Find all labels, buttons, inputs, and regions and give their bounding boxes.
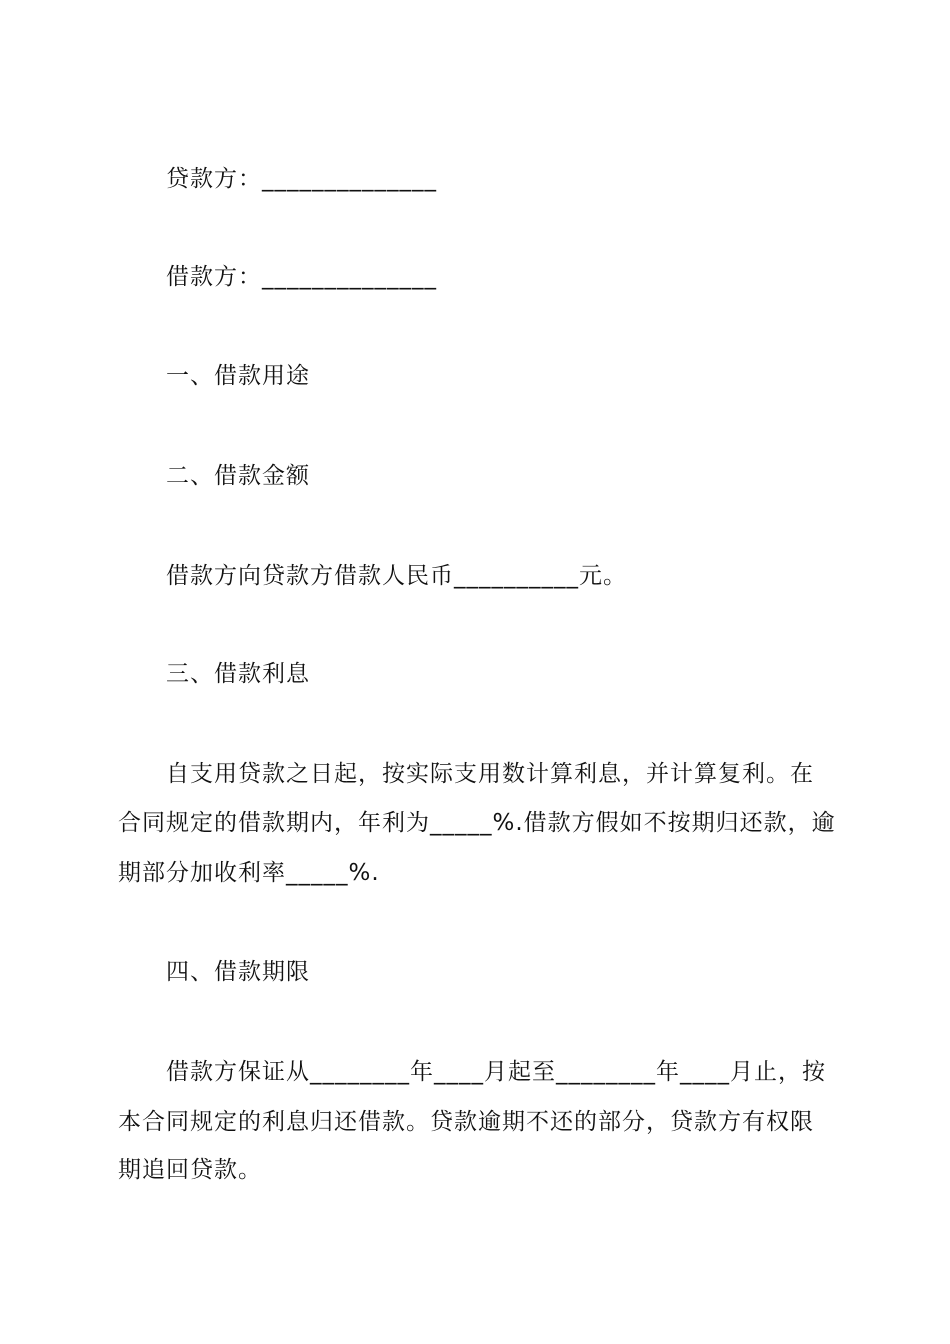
section-2-title: 二、借款金额 <box>166 463 310 489</box>
section-1-title: 一、借款用途 <box>166 363 310 389</box>
interest-paragraph-line-2: 合同规定的借款期内，年利为_____%.借款方假如不按期归还款，逾 <box>118 810 836 836</box>
lender-line: 贷款方：______________ <box>166 166 437 192</box>
interest-paragraph-line-3: 期部分加收利率_____%. <box>118 860 380 886</box>
interest-paragraph-line-1: 自支用贷款之日起，按实际支用数计算利息，并计算复利。在 <box>166 761 814 787</box>
term-paragraph-line-1: 借款方保证从________年____月起至________年____月止，按 <box>166 1059 826 1085</box>
amount-paragraph: 借款方向贷款方借款人民币__________元。 <box>166 563 627 589</box>
section-3-title: 三、借款利息 <box>166 661 310 687</box>
term-paragraph-line-2: 本合同规定的利息归还借款。贷款逾期不还的部分，贷款方有权限 <box>118 1109 814 1135</box>
term-paragraph-line-3: 期追回贷款。 <box>118 1157 262 1183</box>
borrower-line: 借款方：______________ <box>166 264 437 290</box>
section-4-title: 四、借款期限 <box>166 959 310 985</box>
